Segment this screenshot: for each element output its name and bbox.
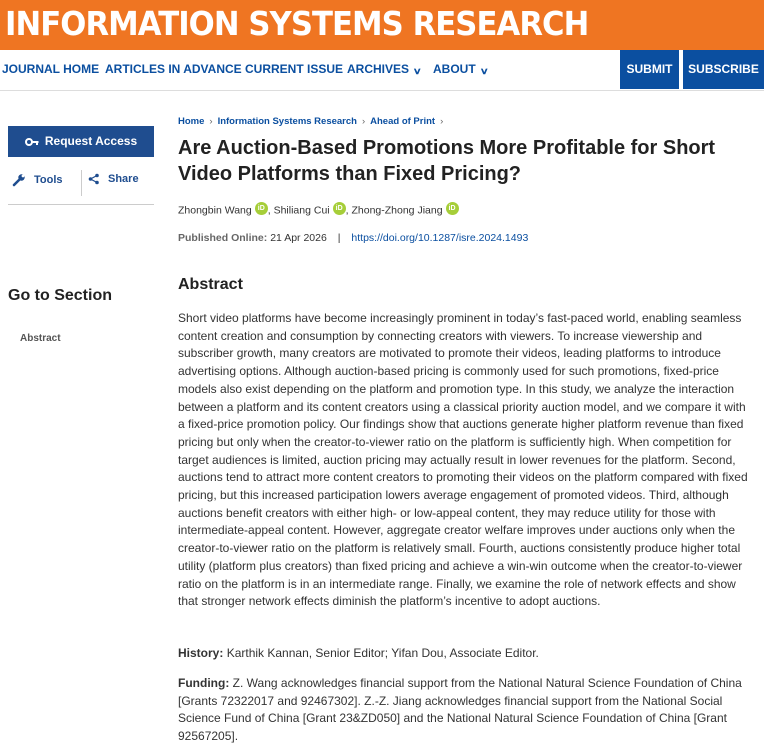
subscribe-button[interactable]: SUBSCRIBE [683,50,764,89]
sidebar-divider [8,204,154,205]
key-icon [25,137,39,147]
submit-button[interactable]: SUBMIT [620,50,679,89]
author-name[interactable]: Zhong-Zhong Jiang [351,204,443,217]
history-text: Karthik Kannan, Senior Editor; Yifan Dou, Associate Editor. [226,646,539,660]
chevron-right-icon: › [361,116,366,127]
section-link-abstract[interactable]: Abstract [20,333,61,344]
nav-archives[interactable] [347,62,421,76]
share-icon [88,173,100,185]
nav-journal-home-label: JOURNAL HOME [2,62,100,76]
breadcrumb-journal[interactable]: Information Systems Research [217,116,357,127]
funding-label: Funding: [178,676,230,690]
tools-button[interactable] [12,173,63,187]
share-button[interactable] [88,173,139,185]
nav-journal-home[interactable] [2,62,99,76]
chevron-down-icon: ∨ [412,66,422,76]
wrench-icon [12,173,26,187]
journal-title[interactable]: INFORMATION SYSTEMS RESEARCH [5,4,589,43]
tools-divider [81,170,82,196]
breadcrumb-home[interactable]: Home [178,116,205,127]
nav-about[interactable] [433,62,487,76]
nav-current-issue-label: CURRENT ISSUE [245,62,344,76]
doi-link[interactable]: https://doi.org/10.1287/isre.2024.1493 [351,232,529,244]
nav-archives-label: ARCHIVES [347,62,410,76]
author-name[interactable]: Shiliang Cui [273,204,330,217]
abstract-heading: Abstract [178,276,243,293]
author-list: Zhongbin Wang iD , Shiliang Cui iD , Zhong-Zhong Jiang iD [178,204,459,217]
orcid-icon[interactable]: iD [333,202,346,215]
share-label: Share [108,173,139,185]
tools-label: Tools [34,173,63,186]
chevron-right-icon: › [209,116,213,127]
request-access-button[interactable] [8,126,154,157]
history-label: History: [178,646,224,660]
request-access-label: Request Access [44,134,138,148]
nav-articles-in-advance[interactable] [105,62,242,76]
orcid-icon[interactable]: iD [255,202,268,215]
abstract-text: Short video platforms have become increasingly prominent in today’s fast-paced world, enabling seamless content creation and consumption by connecting creators with viewers. To increase viewership and subscriber growth, many creators are motivated to promote their videos, leading platforms to introduce advertising options. Although auction-based pricing is commonly used for such promotions, fixed-price models also exist depending on the platform and promotion type. In this study, we analyze the interaction between a platform and its content creators using a classical priority auction model, and we compare it with a fixed-price promotion policy. Our findings show that auctions generate higher platform revenue than fixed pricing but only when the creator-to-viewer ratio on the platform is sufficiently high. When competition for target audiences is limited, auction pricing may actually result in lower revenues for the platform. Second, auctions tend to attract more content creators to promoting their videos on the platform compared with fixed pricing, but this increased participation lowers average engagement of promoted videos. Third, although auctions benefit creators with either high- or low-appeal content, they may reduce utility for those with intermediate-appeal content. However, aggregate creator welfare improves under auctions only when the creator-to-viewer ratio on the platform is relatively small. Fourth, auctions consistently produce higher total utility (platform plus creators) than fixed pricing and achieve a win-win outcome when the creator-to-viewer ratio on the platform is in an intermediate range. Finally, we examine the role of network effects and show that stronger network effects diminish the platform’s incentive to adopt auctions. [178,311,748,609]
nav-about-label: ABOUT [433,62,476,76]
funding-text: Z. Wang acknowledges financial support from the National Natural Science Foundation of China [Grants 72322017 and 92467302]. Z.-Z. Jiang acknowledges financial support from the National Social Science Fund of China [Grant 23&ZD050] and the National Natural Science Foundation of China [Grant 92567205]. [178,676,742,744]
published-date: 21 Apr 2026 [270,232,327,244]
chevron-right-icon: › [440,116,444,127]
go-to-section-heading: Go to Section [8,287,112,304]
author-name[interactable]: Zhongbin Wang [178,204,252,217]
history-section [178,645,752,663]
published-label: Published Online: [178,232,268,244]
nav-articles-label: ARTICLES IN ADVANCE [105,62,242,76]
chevron-down-icon: ∨ [479,66,489,76]
orcid-icon[interactable]: iD [446,202,459,215]
breadcrumb-ahead-of-print[interactable]: Ahead of Print [370,116,436,127]
breadcrumb [178,116,448,127]
separator: | [337,232,341,244]
nav-current-issue[interactable] [245,62,343,76]
journal-banner [0,0,764,50]
article-title: Are Auction-Based Promotions More Profitable for Short Video Platforms than Fixed Pricing? [178,137,716,185]
funding-section [178,675,752,746]
publication-info [178,232,528,244]
